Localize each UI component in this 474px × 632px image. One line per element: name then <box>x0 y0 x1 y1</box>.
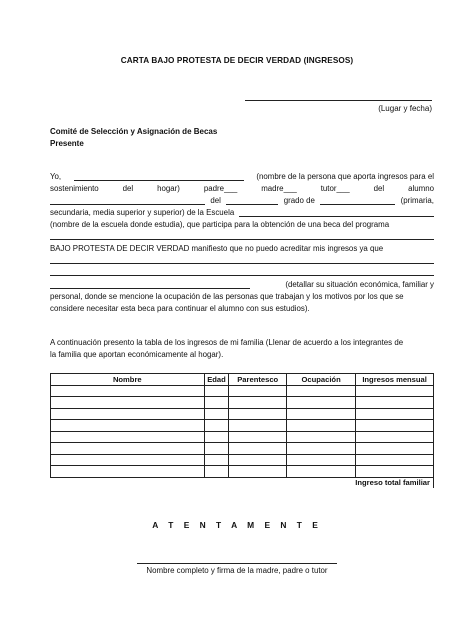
paragraph-line-10 <box>50 291 434 303</box>
signature-caption: Nombre completo y firma de la madre, padre o tutor <box>146 566 328 575</box>
col-parentesco: Parentesco <box>229 374 287 386</box>
cell-ingresos[interactable] <box>356 431 434 443</box>
paragraph-line-6 <box>50 243 434 255</box>
signature-line[interactable] <box>137 563 337 564</box>
addressee-present: Presente <box>50 139 84 148</box>
document-title: CARTA BAJO PROTESTA DE DECIR VERDAD (INGRESOS) <box>120 56 354 65</box>
table-intro-line-2: la familia que aportan económicamente al hogar). <box>50 350 224 359</box>
col-ingresos: Ingresos mensual <box>356 374 434 386</box>
table-row <box>51 420 434 432</box>
cell-parentesco[interactable] <box>229 420 287 432</box>
option-padre[interactable]: padre___ <box>203 184 238 193</box>
paragraph-line-2 <box>50 183 434 195</box>
table-row <box>51 431 434 443</box>
explanation-blank-2[interactable] <box>50 267 434 279</box>
paragraph-line-5 <box>50 219 434 231</box>
text-escuela: secundaria, media superior y superior) de la Escuela <box>50 208 235 217</box>
cell-ingresos[interactable] <box>356 420 434 432</box>
cell-ocupacion[interactable] <box>287 431 356 443</box>
text-word: del <box>122 184 134 193</box>
level-blank[interactable] <box>320 195 395 205</box>
total-label <box>287 477 434 488</box>
cell-edad[interactable] <box>204 397 229 409</box>
person-name-blank[interactable] <box>74 171 244 181</box>
table-row <box>51 408 434 420</box>
text-person-desc: (nombre de la persona que aporta ingresos para el <box>256 172 434 181</box>
cell-ocupacion[interactable] <box>287 466 356 478</box>
cell-edad[interactable] <box>204 385 229 397</box>
text-del: del <box>210 196 221 205</box>
income-table-body <box>51 385 434 477</box>
text-yo: Yo, <box>50 172 62 181</box>
text-word: alumno <box>408 184 434 193</box>
text-primaria: (primaria, <box>400 196 434 205</box>
cell-parentesco[interactable] <box>229 385 287 397</box>
table-row <box>51 443 434 455</box>
cell-nombre[interactable] <box>51 408 205 420</box>
cell-parentesco[interactable] <box>229 466 287 478</box>
cell-ocupacion[interactable] <box>287 408 356 420</box>
program-blank[interactable] <box>50 231 434 243</box>
cell-parentesco[interactable] <box>229 431 287 443</box>
cell-parentesco[interactable] <box>229 397 287 409</box>
cell-nombre[interactable] <box>51 397 205 409</box>
col-edad: Edad <box>204 374 229 386</box>
cell-edad[interactable] <box>204 466 229 478</box>
cell-edad[interactable] <box>204 443 229 455</box>
paragraph-line-4 <box>50 207 434 219</box>
text-word: del <box>373 184 385 193</box>
paragraph-line-9 <box>50 279 434 291</box>
cell-ingresos[interactable] <box>356 454 434 466</box>
explanation-blank-1[interactable] <box>50 255 434 267</box>
text-personal: personal, donde se mencione la ocupación de las personas que trabajan y los motivos por los que se <box>50 292 404 301</box>
total-row <box>51 477 434 488</box>
cell-edad[interactable] <box>204 454 229 466</box>
cell-nombre[interactable] <box>51 385 205 397</box>
option-madre[interactable]: madre___ <box>261 184 297 193</box>
text-programa: (nombre de la escuela donde estudia), que participa para la obtención de una beca del programa <box>50 220 390 229</box>
text-detallar: (detallar su situación económica, familiar y <box>285 280 434 289</box>
col-nombre: Nombre <box>51 374 205 386</box>
text-considere: considere necesitar esta beca para continuar el alumno con sus estudios). <box>50 304 310 313</box>
addressee-committee: Comité de Selección y Asignación de Becas <box>50 127 218 136</box>
table-row <box>51 466 434 478</box>
table-header-row <box>51 374 434 386</box>
table-row <box>51 385 434 397</box>
cell-nombre[interactable] <box>51 420 205 432</box>
cell-ocupacion[interactable] <box>287 443 356 455</box>
text-bajo-protesta: BAJO PROTESTA DE DECIR VERDAD manifiesto que no puedo acreditar mis ingresos ya que <box>50 244 384 253</box>
place-date-label: (Lugar y fecha) <box>378 104 432 113</box>
cell-ocupacion[interactable] <box>287 420 356 432</box>
text-grado: grado de <box>283 196 315 205</box>
cell-ingresos[interactable] <box>356 443 434 455</box>
cell-ingresos[interactable] <box>356 408 434 420</box>
paragraph-line-11 <box>50 303 434 315</box>
cell-nombre[interactable] <box>51 431 205 443</box>
school-name-blank[interactable] <box>239 207 434 217</box>
closing-atentamente: A T E N T A M E N T E <box>152 520 322 530</box>
cell-nombre[interactable] <box>51 466 205 478</box>
cell-nombre[interactable] <box>51 454 205 466</box>
cell-ocupacion[interactable] <box>287 385 356 397</box>
text-word: sostenimiento <box>50 184 99 193</box>
table-row <box>51 454 434 466</box>
table-row <box>51 397 434 409</box>
income-table <box>50 373 434 488</box>
cell-ocupacion[interactable] <box>287 454 356 466</box>
total-spacer <box>51 477 287 488</box>
explanation-blank-3[interactable] <box>50 279 250 289</box>
paragraph-line-3 <box>50 195 434 207</box>
place-date-line[interactable] <box>245 100 432 101</box>
paragraph-line-1 <box>50 171 434 183</box>
cell-ingresos[interactable] <box>356 397 434 409</box>
cell-parentesco[interactable] <box>229 408 287 420</box>
cell-ingresos[interactable] <box>356 466 434 478</box>
table-intro-line-1: A continuación presento la tabla de los ingresos de mi familia (Llenar de acuerdo a los integrantes de <box>50 338 404 347</box>
cell-ingresos[interactable] <box>356 385 434 397</box>
cell-edad[interactable] <box>204 420 229 432</box>
option-tutor[interactable]: tutor___ <box>320 184 350 193</box>
text-word: hogar) <box>157 184 180 193</box>
col-ocupacion: Ocupación <box>287 374 356 386</box>
declaration-paragraph <box>50 171 434 315</box>
cell-parentesco[interactable] <box>229 454 287 466</box>
cell-parentesco[interactable] <box>229 443 287 455</box>
cell-edad[interactable] <box>204 408 229 420</box>
cell-ocupacion[interactable] <box>287 397 356 409</box>
cell-nombre[interactable] <box>51 443 205 455</box>
total-label-text: Ingreso total familiar <box>355 478 430 488</box>
student-name-blank[interactable] <box>50 195 205 205</box>
grade-blank[interactable] <box>226 195 278 205</box>
cell-edad[interactable] <box>204 431 229 443</box>
